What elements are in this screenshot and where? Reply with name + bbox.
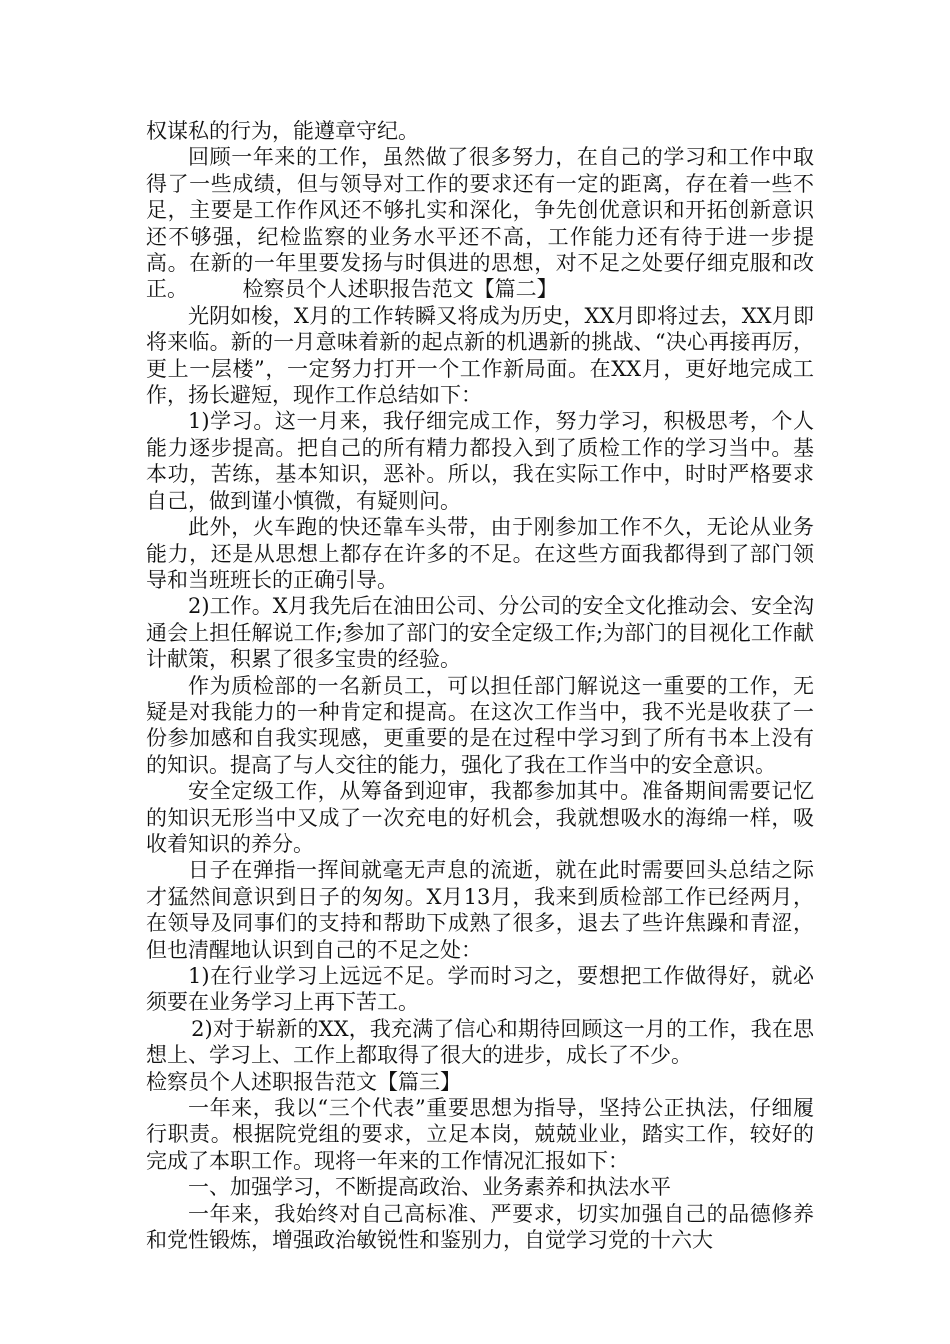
subsection-heading: 一、加强学习，不断提高政治、业务素养和执法水平 (188, 1175, 671, 1200)
paragraph: 2)对于崭新的XX，我充满了信心和期待回顾这一月的工作，我在思想上、学习上、工作上都取得了很大的进步，成长了不少。 (146, 1016, 814, 1068)
paragraph: 作为质检部的一名新员工，可以担任部门解说这一重要的工作，无疑是对我能力的一种肯定和提高。在这次工作当中，我不光是收获了一份参加感和自我实现感，更重要的是在过程中学习到了所有书本上没有的知识。提高了与人交往的能力，强化了我在工作当中的安全意识。 (146, 673, 814, 777)
paragraph-text: 回顾一年来的工作，虽然做了很多努力，在自己的学习和工作中取得了一些成绩，但与领导对工作的要求还有一定的距离，存在着一些不足，主要是工作作风还不够扎实和深化，争先创优意识和开拓创新意识还不够强，纪检监察的业务水平还不高，工作能力还有待于进一步提高。在新的一年里要发扬与时俱进的思想，对不足之处要仔细克服和改正。 (146, 145, 814, 302)
paragraph: 权谋私的行为，能遵章守纪。 (146, 119, 419, 143)
paragraph: 一年来，我以“三个代表”重要思想为指导，坚持公正执法，仔细履行职责。根据院党组的要求，立足本岗，兢兢业业，踏实工作，较好的完成了本职工作。现将一年来的工作情况汇报如下： (146, 1096, 814, 1173)
paragraph: 1)在行业学习上远远不足。学而时习之，要想把工作做得好，就必须要在业务学习上再下苦工。 (146, 964, 814, 1015)
paragraph: 光阴如梭，X月的工作转瞬又将成为历史，XX月即将过去，XX月即将来临。新的一月意味着新的起点新的机遇新的挑战、“决心再接再厉，更上一层楼”，一定努力打开一个工作新局面。在XX月，更好地完成工作，扬长避短，现作工作总结如下： (146, 303, 814, 408)
paragraph: 此外，火车跑的快还靠车头带，由于刚参加工作不久，无论从业务能力，还是从思想上都存在许多的不足。在这些方面我都得到了部门领导和当班班长的正确引导。 (146, 515, 814, 592)
paragraph: 日子在弹指一挥间就毫无声息的流逝，就在此时需要回头总结之际才猛然间意识到日子的匆匆。X月13月，我来到质检部工作已经两月，在领导及同事们的支持和帮助下成熟了很多，退去了些许焦躁和青涩，但也清醒地认识到自己的不足之处： (146, 858, 814, 962)
paragraph: 2)工作。X月我先后在油田公司、分公司的安全文化推动会、安全沟通会上担任解说工作;参加了部门的安全定级工作;为部门的目视化工作献计献策，积累了很多宝贵的经验。 (146, 594, 814, 672)
paragraph: 1)学习。这一月来，我仔细完成工作，努力学习，积极思考，个人能力逐步提高。把自己的所有精力都投入到了质检工作的学习当中。基本功，苦练，基本知识，恶补。所以，我在实际工作中，时时严格要求自己，做到谨小慎微，有疑则问。 (146, 409, 814, 513)
paragraph: 一年来，我始终对自己高标准、严要求，切实加强自己的品德修养和党性锻炼，增强政治敏锐性和鉴别力，自觉学习党的十六大 (146, 1201, 814, 1253)
paragraph (146, 144, 814, 302)
paragraph: 安全定级工作，从筹备到迎审，我都参加其中。准备期间需要记忆的知识无形当中又成了一次充电的好机会，我就想吸水的海绵一样，吸收着知识的养分。 (146, 779, 814, 856)
document-page (146, 118, 814, 1253)
section-heading-part-2: 检察员个人述职报告范文【篇二】 (242, 277, 558, 302)
section-heading-part-3: 检察员个人述职报告范文【篇三】 (146, 1069, 461, 1094)
